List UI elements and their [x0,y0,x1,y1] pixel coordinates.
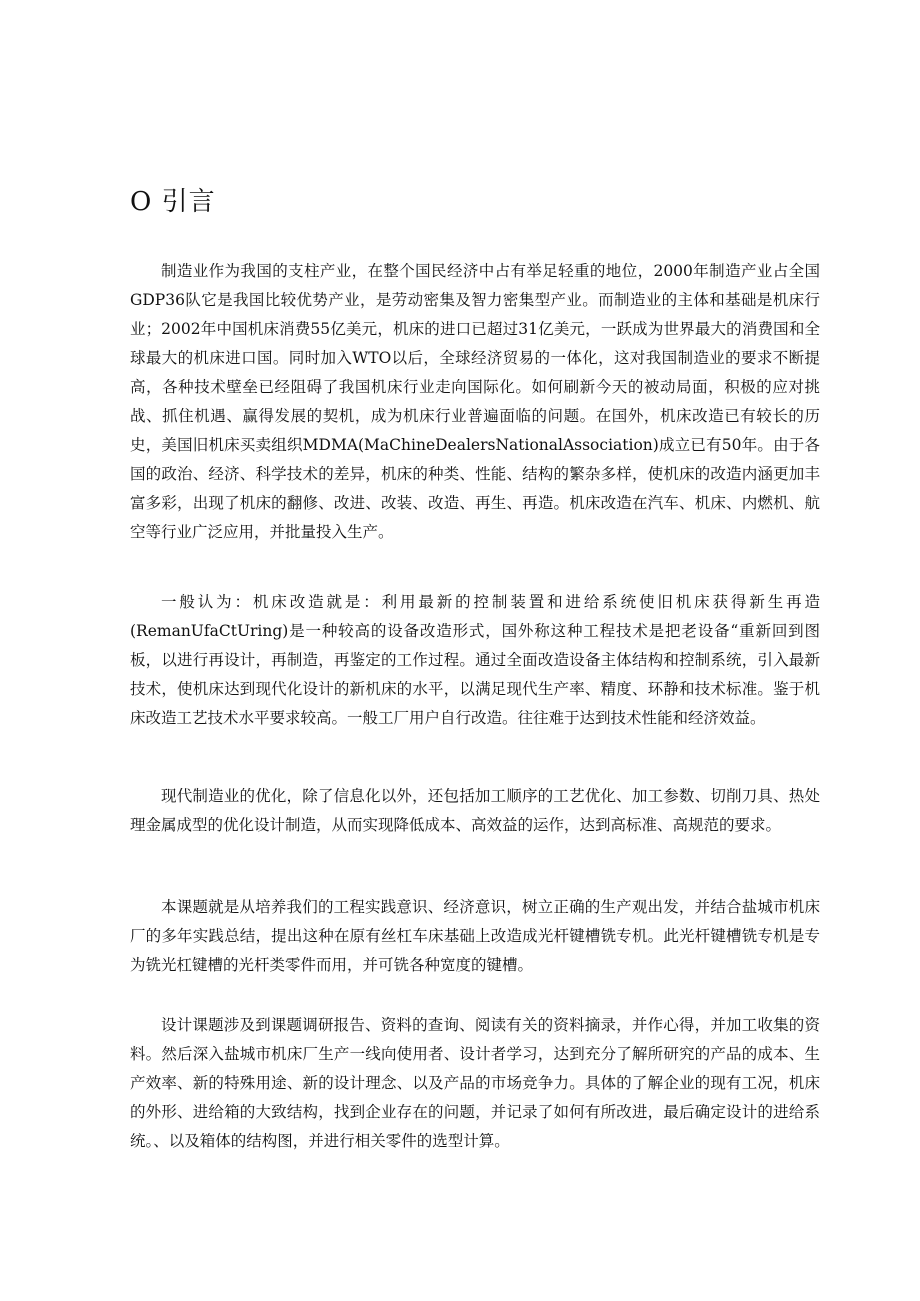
paragraph-machine-retrofit-definition: 一般认为：机床改造就是：利用最新的控制装置和进给系统使旧机床获得新生再造(RemanUfaCtUring)是一种较高的设备改造形式，国外称这种工程技术是把老设备“重新回到图板，以进行再设计，再制造，再鉴定的工作过程。通过全面改造设备主体结构和控制系统，引入最新技术，使机床达到现代化设计的新机床的水平，以满足现代生产率、精度、环静和技术标准。鉴于机床改造工艺技术水平要求较高。一般工厂用户自行改造。往往难于达到技术性能和经济效益。 [130,593,820,727]
paragraph-design-process: 设计课题涉及到课题调研报告、资料的查询、阅读有关的资料摘录，并作心得，并加工收集的资料。然后深入盐城市机床厂生产一线向使用者、设计者学习，达到充分了解所研究的产品的成本、生产效率、新的特殊用途、新的设计理念、以及产品的市场竞争力。具体的了解企业的现有工况，机床的外形、进给箱的大致结构，找到企业存在的问题，并记录了如何有所改进，最后确定设计的进给系统。、以及箱体的结构图，并进行相关零件的选型计算。 [130,1016,820,1150]
section-title: O 引言 [130,187,216,217]
paragraph-industry-background: 制造业作为我国的支柱产业，在整个国民经济中占有举足轻重的地位，2000年制造产业占全国GDP36队它是我国比较优势产业，是劳动密集及智力密集型产业。而制造业的主体和基础是机床行业；2002年中国机床消费55亿美元，机床的进口已超过31亿美元，一跃成为世界最大的消费国和全球最大的机床进口国。同时加入WTO以后，全球经济贸易的一体化，这对我国制造业的要求不断提高，各种技术壁垒已经阻碍了我国机床行业走向国际化。如何刷新今天的被动局面，积极的应对挑战、抓住机遇、赢得发展的契机，成为机床行业普遍面临的问题。在国外，机床改造已有较长的历史，美国旧机床买卖组织MDMA(MaChineDealersNationalAssociation)成立已有50年。由于各国的政治、经济、科学技术的差异，机床的种类、性能、结构的繁杂多样，使机床的改造内涵更加丰富多彩，出现了机床的翻修、改进、改装、改造、再生、再造。机床改造在汽车、机床、内燃机、航空等行业广泛应用，并批量投入生产。 [130,262,820,541]
paragraph-manufacturing-optimization: 现代制造业的优化，除了信息化以外，还包括加工顺序的工艺优化、加工参数、切削刀具、热处理金属成型的优化设计制造，从而实现降低成本、高效益的运作，达到高标准、高规范的要求。 [130,787,820,834]
paragraph-project-purpose: 本课题就是从培养我们的工程实践意识、经济意识，树立正确的生产观出发，并结合盐城市机床厂的多年实践总结，提出这种在原有丝杠车床基础上改造成光杆键槽铣专机。此光杆键槽铣专机是专为铣光杠键槽的光杆类零件而用，并可铣各种宽度的键槽。 [130,898,820,974]
